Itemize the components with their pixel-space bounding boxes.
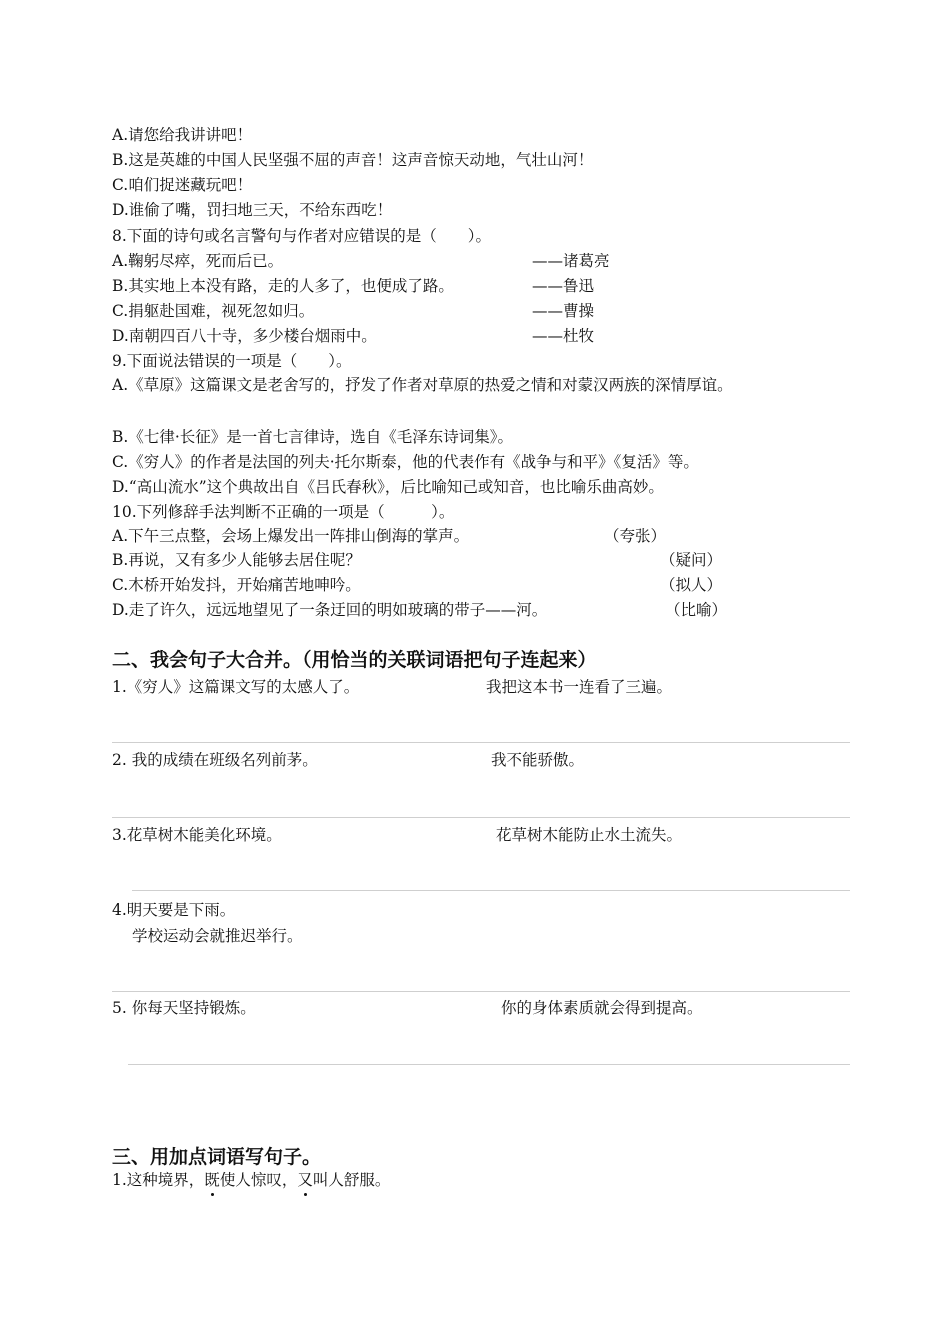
q8-option-b-author: ——鲁迅 — [532, 277, 595, 295]
answer-line-1[interactable] — [112, 742, 850, 743]
combine-item-2-left: 2. 我的成绩在班级名列前茅。 — [112, 751, 318, 769]
q10-option-a-tag: （夸张） — [604, 527, 667, 545]
q10-option-b-tag: （疑问） — [660, 551, 723, 569]
part3-q1-pre: 1.这种境界， — [112, 1171, 205, 1189]
combine-item-4-right: 学校运动会就推迟举行。 — [132, 927, 303, 945]
combine-item-4-left: 4.明天要是下雨。 — [112, 901, 236, 919]
section-3-title: 三、用加点词语写句子。 — [112, 1146, 322, 1168]
q8-option-b: B.其实地上本没有路，走的人多了，也便成了路。 — [112, 277, 454, 295]
part3-q1-post: 叫人舒服。 — [312, 1171, 391, 1189]
part3-q1 — [112, 1170, 390, 1190]
q8-option-d: D.南朝四百八十寺，多少楼台烟雨中。 — [112, 327, 377, 345]
answer-line-3[interactable] — [132, 890, 850, 891]
combine-item-1-left: 1.《穷人》这篇课文写的太感人了。 — [112, 678, 360, 696]
dotted-word-ji: 既 — [204, 1171, 220, 1189]
combine-item-3-left: 3.花草树木能美化环境。 — [112, 826, 282, 844]
combine-item-5-left: 5. 你每天坚持锻炼。 — [112, 999, 256, 1017]
q10-option-d: D.走了许久，远远地望见了一条迂回的明如玻璃的带子——河。 — [112, 601, 548, 619]
q8-stem: 8.下面的诗句或名言警句与作者对应错误的是（ ）。 — [112, 227, 492, 245]
q8-option-a: A.鞠躬尽瘁，死而后已。 — [112, 252, 284, 270]
q9-option-b: B.《七律·长征》是一首七言律诗，选自《毛泽东诗词集》。 — [112, 428, 513, 446]
q10-option-b: B.再说，又有多少人能够去居住呢？ — [112, 551, 361, 569]
q9-option-d: D.“高山流水”这个典故出自《吕氏春秋》，后比喻知己或知音，也比喻乐曲高妙。 — [112, 478, 664, 496]
q9-stem: 9.下面说法错误的一项是（ ）。 — [112, 352, 352, 370]
q8-option-a-author: ——诸葛亮 — [532, 252, 610, 270]
q7-option-c: C.咱们捉迷藏玩吧！ — [112, 176, 253, 194]
q7-option-b: B.这是英雄的中国人民坚强不屈的声音！这声音惊天动地，气壮山河！ — [112, 151, 594, 169]
q10-option-c: C.木桥开始发抖，开始痛苦地呻吟。 — [112, 576, 361, 594]
q8-option-c: C.捐躯赴国难，视死忽如归。 — [112, 302, 315, 320]
q9-option-c: C.《穷人》的作者是法国的列夫·托尔斯泰，他的代表作有《战争与和平》《复活》等。 — [112, 453, 699, 471]
q10-option-d-tag: （比喻） — [665, 601, 728, 619]
q7-option-d: D.谁偷了嘴，罚扫地三天，不给东西吃！ — [112, 201, 393, 219]
q8-option-c-author: ——曹操 — [532, 302, 595, 320]
combine-item-3-right: 花草树木能防止水土流失。 — [496, 826, 683, 844]
part3-q1-mid: 使人惊叹， — [219, 1171, 298, 1189]
combine-item-2-right: 我不能骄傲。 — [491, 751, 585, 769]
answer-line-2[interactable] — [112, 817, 850, 818]
combine-item-1-right: 我把这本书一连看了三遍。 — [486, 678, 673, 696]
dotted-word-you: 又 — [297, 1171, 313, 1189]
q10-option-c-tag: （拟人） — [660, 576, 723, 594]
answer-line-4[interactable] — [112, 991, 850, 992]
q10-stem: 10.下列修辞手法判断不正确的一项是（ ）。 — [112, 503, 455, 521]
section-2-title: 二、我会句子大合并。（用恰当的关联词语把句子连起来） — [112, 649, 597, 671]
answer-line-5[interactable] — [128, 1064, 850, 1065]
combine-item-5-right: 你的身体素质就会得到提高。 — [501, 999, 703, 1017]
q7-option-a: A.请您给我讲讲吧！ — [112, 126, 253, 144]
q9-option-a: A.《草原》这篇课文是老舍写的，抒发了作者对草原的热爱之情和对蒙汉两族的深情厚谊。 — [112, 376, 733, 394]
q8-option-d-author: ——杜牧 — [532, 327, 595, 345]
q10-option-a: A.下午三点整，会场上爆发出一阵排山倒海的掌声。 — [112, 527, 470, 545]
